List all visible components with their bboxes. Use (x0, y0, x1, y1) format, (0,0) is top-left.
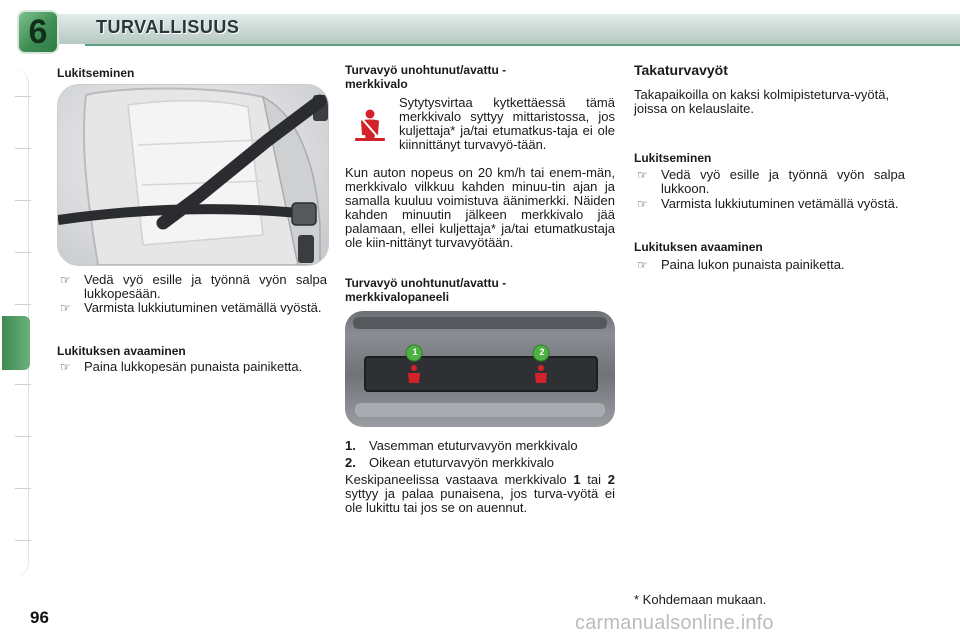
panel-illustration-svg (345, 311, 615, 427)
legend-item (345, 456, 615, 470)
seat-illustration-svg (58, 85, 328, 265)
right-heading-unlocking: Lukituksen avaaminen (634, 240, 763, 254)
pointing-hand-icon: ☞ (637, 168, 648, 182)
panel-badge-1: 1 (412, 347, 418, 357)
warning-body-text: Kun auton nopeus on 20 km/h tai enem-män, merkkivalo vilkkuu kahden minuu-tin ajan ja samalla kuuluu voimistuva äänimerkki. Näiden kahden minuutin jälkeen merkkivalo jää palamaan, ellei kuljettaja* ja/tai etumatkustaja ole kiin-nittänyt turvavyötään. (345, 165, 615, 250)
right-bullet-text: Vedä vyö esille ja työnnä vyön salpa lukkoon. (661, 167, 905, 196)
closing-number-1: 1 (573, 472, 581, 487)
legend-number: 2. (345, 455, 356, 470)
footnote: * Kohdemaan mukaan. (634, 592, 767, 607)
rear-seatbelts-title: Takaturvavyöt (634, 62, 728, 78)
middle-heading-panel: Turvavyö unohtunut/avattu - merkkivalopaneeli (345, 276, 507, 304)
tab-divider (15, 148, 31, 149)
closing-text-end: syttyy ja palaa punaisena, jos turva-vyötä ei ole lukittu tai jos se on auennut. (345, 486, 615, 515)
page-number: 96 (30, 608, 49, 627)
warning-panel-illustration (345, 311, 615, 427)
legend-item (345, 439, 615, 453)
tab-divider (15, 252, 31, 253)
right-bullet-item (637, 197, 905, 225)
pointing-hand-icon: ☞ (637, 258, 648, 272)
tab-divider (15, 436, 31, 437)
right-heading-locking: Lukitseminen (634, 151, 712, 165)
right-bullet-item (637, 168, 905, 196)
front-seat-illustration (57, 84, 329, 266)
header-rule (85, 44, 960, 46)
chapter-title: TURVALLISUUS (96, 17, 240, 37)
chapter-number-badge: 6 (19, 12, 57, 52)
pointing-hand-icon: ☞ (60, 360, 71, 374)
left-bullet-item (60, 273, 327, 301)
tab-divider (15, 540, 31, 541)
right-bullet-text: Varmista lukkiutuminen vetämällä vyöstä. (661, 196, 899, 211)
tab-divider (15, 96, 31, 97)
left-bullet-text: Vedä vyö esille ja työnnä vyön salpa lukkopesään. (84, 272, 327, 301)
left-unlock-bullet (60, 360, 327, 374)
seatbelt-warning-icon (351, 108, 389, 146)
right-unlock-bullet (637, 258, 905, 272)
middle-heading-warning: Turvavyö unohtunut/avattu - merkkivalo (345, 63, 507, 91)
left-unlock-text: Paina lukkopesän punaista painiketta. (84, 359, 303, 374)
tab-divider (15, 488, 31, 489)
closing-paragraph (345, 473, 615, 515)
left-heading-unlocking: Lukituksen avaaminen (57, 344, 186, 358)
left-bullet-item (60, 301, 327, 329)
pointing-hand-icon: ☞ (60, 301, 71, 315)
closing-number-2: 2 (607, 472, 615, 487)
closing-text-mid: tai (587, 472, 608, 487)
closing-text-start: Keskipaneelissa vastaava merkkivalo (345, 472, 574, 487)
rear-intro-text: Takapaikoilla on kaksi kolmipisteturva-vyötä, joissa on kelauslaite. (634, 87, 890, 116)
right-unlock-text: Paina lukon punaista painiketta. (661, 257, 845, 272)
tab-divider (15, 384, 31, 385)
watermark-text: carmanualsonline.info (575, 612, 774, 634)
tab-divider (15, 304, 31, 305)
legend-text: Oikean etuturvavyön merkkivalo (369, 455, 554, 470)
panel-badge-2: 2 (539, 347, 545, 357)
legend-text: Vasemman etuturvavyön merkkivalo (369, 438, 578, 453)
pointing-hand-icon: ☞ (637, 197, 648, 211)
left-bullet-text: Varmista lukkiutuminen vetämällä vyöstä. (84, 300, 322, 315)
left-heading-locking: Lukitseminen (57, 66, 135, 80)
warning-intro-text: Sytytysvirtaa kytkettäessä tämä merkkivalo syttyy mittaristossa, jos kuljettaja* ja/tai etumatkus-taja ei ole kiinnittänyt turvavyö-tään. (399, 95, 615, 152)
pointing-hand-icon: ☞ (60, 273, 71, 287)
chapter-tab-active[interactable] (2, 316, 30, 370)
tab-divider (15, 200, 31, 201)
legend-number: 1. (345, 438, 356, 453)
